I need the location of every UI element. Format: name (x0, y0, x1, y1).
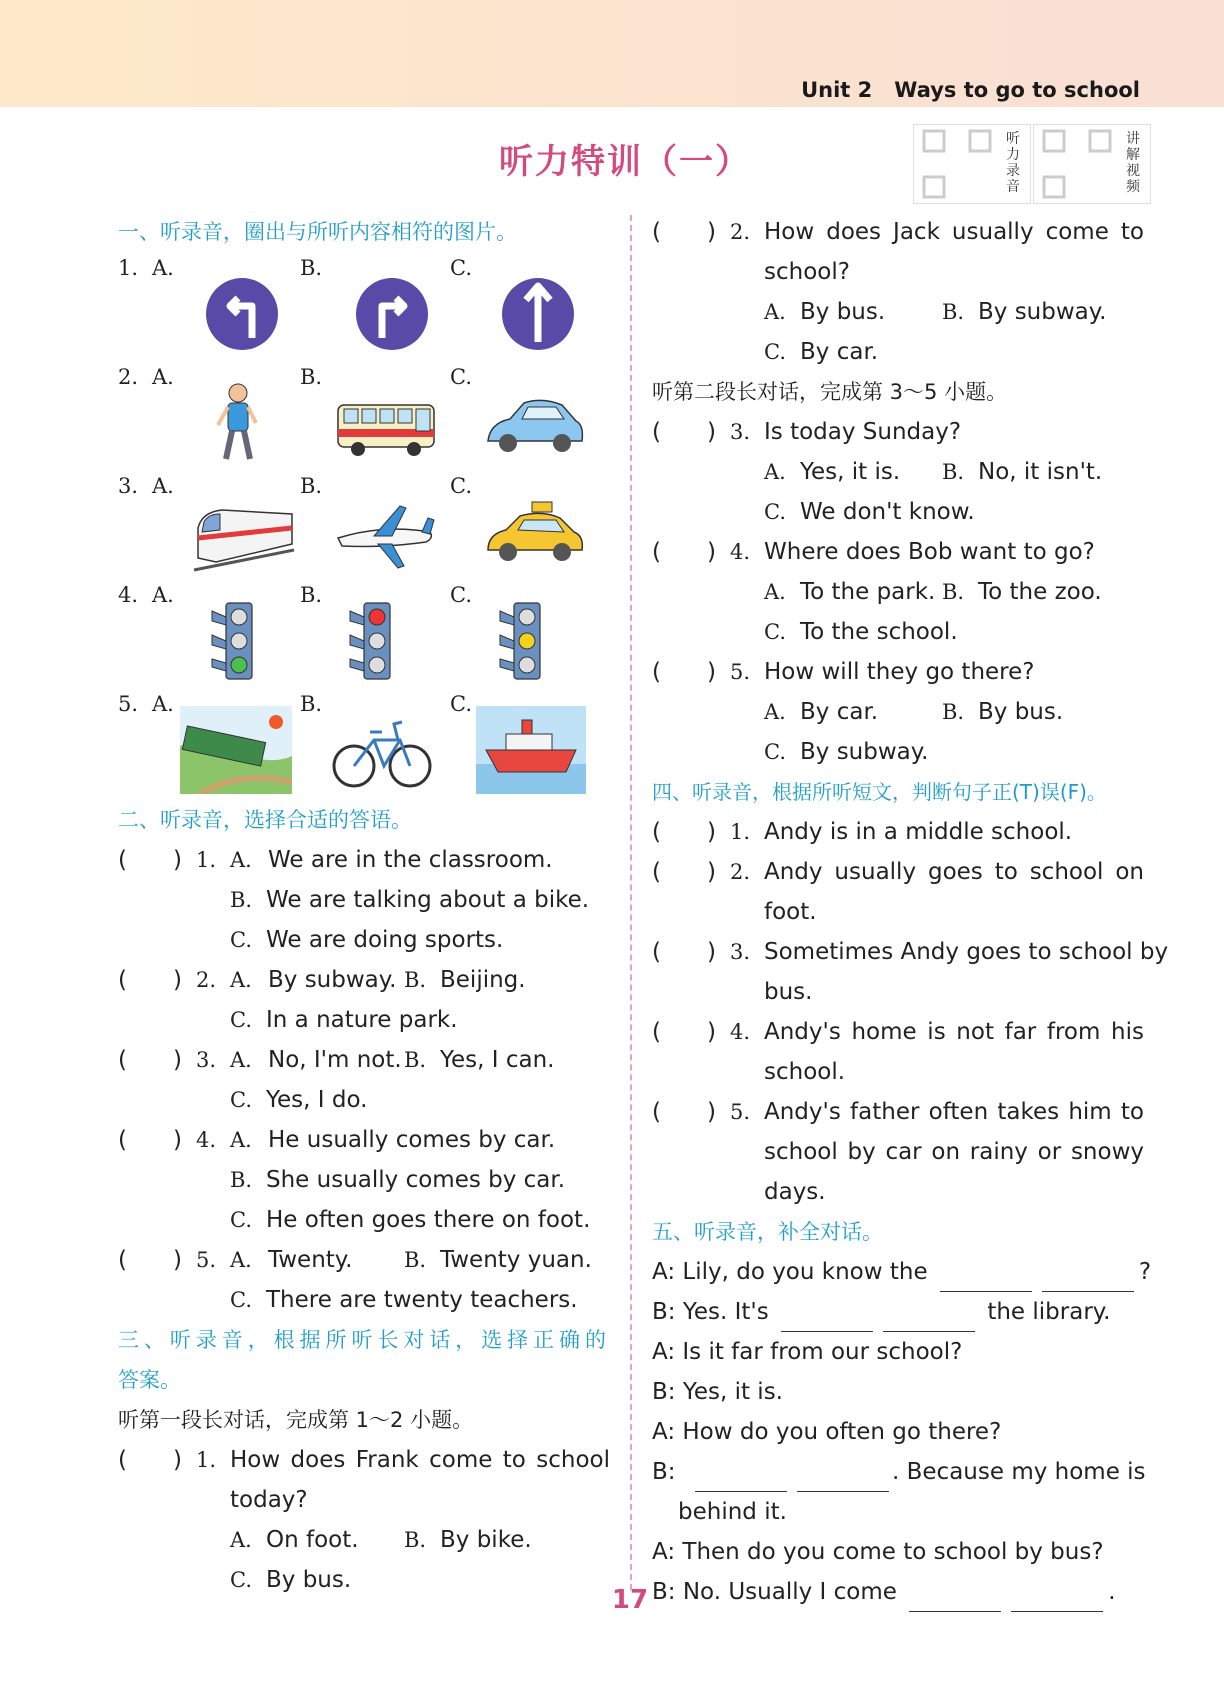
fill-blank[interactable] (883, 1305, 975, 1332)
question-number: 4. (730, 540, 751, 564)
s2-q4-line-a (118, 1120, 608, 1160)
question-number: 3. (196, 1048, 217, 1072)
go-straight-sign-icon[interactable] (502, 270, 606, 358)
left-column (118, 212, 608, 1600)
row-number: 2. (118, 365, 139, 389)
fill-blank[interactable] (781, 1305, 873, 1332)
section-5-heading: 五、听录音，补全对话。 (652, 1220, 883, 1244)
s3-q3-line-ab (652, 452, 1142, 492)
option-a-text: To the park. (800, 579, 936, 605)
page-title: 听力特训（一） (499, 142, 751, 182)
row-number: 5. (118, 692, 139, 716)
option-c-label: C. (230, 1568, 252, 1592)
walking-man-icon[interactable] (206, 379, 310, 467)
option-a-text: He usually comes by car. (268, 1127, 556, 1153)
s3-q2-line-1 (652, 212, 1142, 252)
answer-paren[interactable]: ( ) (652, 1019, 716, 1045)
option-b-text: By bus. (978, 699, 1064, 725)
question-number: 3. (730, 420, 751, 444)
option-c-label: C. (230, 1208, 252, 1232)
answer-paren[interactable]: ( ) (118, 1127, 182, 1153)
row-number: 4. (118, 583, 139, 607)
dialogue-text-end: . (1108, 1579, 1116, 1605)
s3-q5-line-ab (652, 692, 1142, 732)
option-c-label: C. (764, 740, 786, 764)
s4-q5-line-1 (652, 1092, 1142, 1132)
dialogue-line-6 (652, 1452, 1146, 1492)
turn-left-sign-icon[interactable] (206, 270, 310, 358)
car-icon[interactable] (482, 379, 586, 467)
picture-row-1 (118, 252, 608, 361)
s2-q3-line-ab (118, 1040, 608, 1080)
answer-paren[interactable]: ( ) (652, 819, 716, 845)
fill-blank[interactable] (1042, 1265, 1134, 1292)
statement-text: Andy's home is not far from his (764, 1019, 1144, 1045)
section-3-intro-2: 听第二段长对话，完成第 3～5 小题。 (652, 380, 1008, 404)
s4-q4-line-2 (652, 1052, 1142, 1092)
option-a-label: A. (152, 365, 174, 389)
option-a-label: A. (152, 474, 174, 498)
question-text: Where does Bob want to go? (764, 539, 1095, 565)
option-a-text: By bus. (800, 299, 886, 325)
answer-paren[interactable]: ( ) (652, 219, 716, 245)
option-b-text: To the zoo. (978, 579, 1102, 605)
option-c-label: C. (230, 1088, 252, 1112)
option-c-text: By subway. (800, 739, 929, 765)
option-b-label: B. (942, 580, 965, 604)
dialogue-text-end: ? (1138, 1259, 1152, 1285)
option-c-label: C. (230, 1008, 252, 1032)
option-b-label: B. (942, 460, 965, 484)
s2-q1-line-a (118, 840, 608, 880)
question-number: 5. (730, 1100, 751, 1124)
answer-paren[interactable]: ( ) (118, 1247, 182, 1273)
ship-icon[interactable] (476, 706, 586, 794)
s2-q3-line-c (118, 1080, 608, 1120)
question-number: 1. (196, 848, 217, 872)
option-c-label: C. (764, 500, 786, 524)
fill-blank[interactable] (940, 1265, 1032, 1292)
option-a-label: A. (764, 300, 786, 324)
dialogue-text-end: . Because my home is (892, 1459, 1146, 1485)
bicycle-icon[interactable] (330, 706, 434, 794)
question-text: How does Jack usually come to (764, 219, 1144, 245)
option-b-label: B. (404, 1248, 427, 1272)
option-b-text: By subway. (978, 299, 1107, 325)
unit-header (801, 78, 1140, 102)
question-text-cont: school? (764, 259, 850, 285)
dialogue-text: A: Lily, do you know the (652, 1259, 928, 1285)
s2-q5-line-c (118, 1280, 608, 1320)
answer-paren[interactable]: ( ) (652, 939, 716, 965)
section-3-heading-cont: 答案。 (118, 1368, 181, 1392)
option-c-text: We are doing sports. (266, 927, 504, 953)
statement-text: Andy is in a middle school. (764, 819, 1073, 845)
s4-q1-line-1 (652, 812, 1142, 852)
statement-text-cont: days. (764, 1179, 826, 1205)
statement-text: Andy's father often takes him to (764, 1099, 1144, 1125)
row-number: 1. (118, 256, 139, 280)
option-b-text: Twenty yuan. (440, 1247, 592, 1273)
section-2-heading: 二、听录音，选择合适的答语。 (118, 808, 412, 832)
s2-q5-line-ab (118, 1240, 608, 1280)
qr-code-video[interactable] (1033, 124, 1151, 204)
question-number: 1. (196, 1448, 217, 1472)
option-c-label: C. (764, 620, 786, 644)
option-b-text: No, it isn't. (978, 459, 1103, 485)
option-b-label: B. (300, 474, 323, 498)
option-b-text: We are talking about a bike. (266, 887, 590, 913)
option-c-text: To the school. (800, 619, 958, 645)
s2-q1-line-b (118, 880, 608, 920)
s4-q3-line-1 (652, 932, 1169, 972)
qr-label: 讲解视频 (1126, 131, 1140, 195)
option-c-text: There are twenty teachers. (266, 1287, 578, 1313)
answer-paren[interactable]: ( ) (118, 1047, 182, 1073)
option-a-label: A. (230, 1048, 252, 1072)
question-text-cont: today? (230, 1487, 308, 1513)
option-a-text: By car. (800, 699, 879, 725)
option-b-text: Yes, I can. (440, 1047, 555, 1073)
train-icon[interactable] (192, 488, 296, 576)
option-b-label: B. (300, 365, 323, 389)
s2-q1-line-c (118, 920, 608, 960)
dialogue-line-6-cont (652, 1492, 1142, 1532)
s3-q1-line-ab (118, 1520, 608, 1560)
option-a-text: We are in the classroom. (268, 847, 553, 873)
question-number: 4. (196, 1128, 217, 1152)
option-a-label: A. (764, 580, 786, 604)
s3-q4-line-ab (652, 572, 1142, 612)
option-b-label: B. (404, 968, 427, 992)
s4-q2-line-1 (652, 852, 1142, 892)
s2-q4-line-b (118, 1160, 608, 1200)
fill-blank[interactable] (695, 1465, 787, 1492)
answer-paren[interactable]: ( ) (652, 859, 716, 885)
answer-paren[interactable]: ( ) (118, 1447, 182, 1473)
column-divider (630, 215, 632, 1590)
unit-title: Ways to go to school (894, 78, 1140, 102)
answer-paren[interactable]: ( ) (652, 1099, 716, 1125)
option-c-text: Yes, I do. (266, 1087, 368, 1113)
question-text: How does Frank come to school (230, 1447, 610, 1473)
picture-row-2 (118, 361, 608, 470)
option-c-label: C. (450, 365, 472, 389)
option-a-label: A. (152, 692, 174, 716)
statement-text-cont: bus. (764, 979, 813, 1005)
option-a-text: By subway. (268, 967, 397, 993)
option-a-text: On foot. (266, 1527, 359, 1553)
turn-right-sign-icon[interactable] (356, 270, 460, 358)
option-b-label: B. (404, 1048, 427, 1072)
statement-text-cont: school. (764, 1059, 846, 1085)
option-a-label: A. (764, 460, 786, 484)
statement-text: Sometimes Andy goes to school by (764, 939, 1169, 965)
dialogue-text: B: Yes. It's (652, 1299, 769, 1325)
s3-q4-line-1 (652, 532, 1142, 572)
option-b-label: B. (404, 1528, 427, 1552)
airplane-icon[interactable] (334, 488, 438, 576)
option-c-label: C. (764, 340, 786, 364)
question-number: 5. (730, 660, 751, 684)
s4-q5-line-2 (652, 1132, 1142, 1172)
section-4-heading: 四、听录音，根据所听短文，判断句子正(T)误(F)。 (652, 780, 1107, 804)
s4-q5-line-3 (652, 1172, 1142, 1212)
option-c-label: C. (450, 583, 472, 607)
dialogue-line-4: B: Yes, it is. (652, 1379, 783, 1405)
statement-text-cont: foot. (764, 899, 817, 925)
s3-q2-line-c (652, 332, 1142, 372)
answer-paren[interactable]: ( ) (118, 967, 182, 993)
right-column (652, 212, 1169, 1612)
option-c-label: C. (230, 928, 252, 952)
option-a-label: A. (230, 1128, 252, 1152)
traffic-light-green-icon[interactable] (206, 597, 310, 685)
option-b-text: Beijing. (440, 967, 526, 993)
statement-text-cont: school by car on rainy or snowy (764, 1139, 1144, 1165)
s4-q3-line-2 (652, 972, 1142, 1012)
section-3-intro-1: 听第一段长对话，完成第 1～2 小题。 (118, 1408, 474, 1432)
question-number: 2. (730, 220, 751, 244)
option-a-label: A. (152, 256, 174, 280)
statement-text: Andy usually goes to school on (764, 859, 1144, 885)
qr-code-audio[interactable] (913, 124, 1031, 204)
option-c-text: By bus. (266, 1567, 352, 1593)
option-b-label: B. (230, 888, 253, 912)
option-c-label: C. (450, 692, 472, 716)
answer-paren[interactable]: ( ) (652, 659, 716, 685)
section-1-heading: 一、听录音，圈出与所听内容相符的图片。 (118, 220, 517, 244)
option-c-label: C. (230, 1288, 252, 1312)
picture-row-4 (118, 579, 608, 688)
option-b-label: B. (300, 256, 323, 280)
unit-number: Unit 2 (801, 78, 873, 102)
option-b-label: B. (942, 700, 965, 724)
qr-icon (922, 129, 992, 199)
row-number: 3. (118, 474, 139, 498)
option-a-text: Yes, it is. (800, 459, 901, 485)
option-b-label: B. (300, 583, 323, 607)
section-3-heading: 三、听录音，根据所听长对话，选择正确的 (118, 1328, 608, 1352)
option-a-text: Twenty. (268, 1247, 353, 1273)
s3-q2-line-2 (652, 252, 1142, 292)
question-number: 3. (730, 940, 751, 964)
dialogue-text-cont: behind it. (678, 1499, 787, 1525)
question-text: Is today Sunday? (764, 419, 962, 445)
dialogue-line-3: A: Is it far from our school? (652, 1339, 963, 1365)
taxi-icon[interactable] (482, 488, 586, 576)
dialogue-line-2 (652, 1292, 1142, 1332)
option-b-label: B. (300, 692, 323, 716)
qr-icon (1042, 129, 1112, 199)
s3-q3-line-c (652, 492, 1142, 532)
question-number: 2. (196, 968, 217, 992)
option-b-text: By bike. (440, 1527, 532, 1553)
question-text: How will they go there? (764, 659, 1035, 685)
s3-q5-line-c (652, 732, 1142, 772)
s3-q3-line-1 (652, 412, 1142, 452)
option-a-label: A. (230, 1248, 252, 1272)
dialogue-text: B: (652, 1459, 676, 1485)
s4-q4-line-1 (652, 1012, 1142, 1052)
dialogue-line-1 (652, 1252, 1152, 1292)
s4-q2-line-2 (652, 892, 1142, 932)
bus-icon[interactable] (334, 379, 438, 467)
traffic-light-red-icon[interactable] (344, 597, 448, 685)
page-number: 17 (611, 1585, 649, 1615)
option-a-label: A. (230, 968, 252, 992)
option-a-label: A. (230, 1528, 252, 1552)
dialogue-text: B: No. Usually I come (652, 1579, 897, 1605)
s3-q1-line-1 (118, 1440, 608, 1480)
question-number: 5. (196, 1248, 217, 1272)
answer-paren[interactable]: ( ) (652, 419, 716, 445)
option-b-text: She usually comes by car. (266, 1167, 566, 1193)
question-number: 1. (730, 820, 751, 844)
s2-q4-line-c (118, 1200, 608, 1240)
option-c-text: We don't know. (800, 499, 975, 525)
question-number: 4. (730, 1020, 751, 1044)
qr-label: 听力录音 (1006, 131, 1020, 195)
s3-q5-line-1 (652, 652, 1142, 692)
option-c-text: In a nature park. (266, 1007, 458, 1033)
fill-blank[interactable] (797, 1465, 889, 1492)
picture-row-3 (118, 470, 608, 579)
option-c-label: C. (450, 474, 472, 498)
s2-q2-line-ab (118, 960, 608, 1000)
train-landscape-icon[interactable] (180, 706, 292, 794)
option-b-label: B. (230, 1168, 253, 1192)
option-a-label: A. (152, 583, 174, 607)
picture-row-5 (118, 688, 608, 797)
dialogue-line-5: A: How do you often go there? (652, 1419, 1002, 1445)
option-c-text: He often goes there on foot. (266, 1207, 591, 1233)
question-number: 2. (730, 860, 751, 884)
traffic-light-yellow-icon[interactable] (494, 597, 598, 685)
option-a-text: No, I'm not. (268, 1047, 402, 1073)
dialogue-text-end: the library. (987, 1299, 1111, 1325)
option-a-label: A. (230, 848, 252, 872)
dialogue-line-7: A: Then do you come to school by bus? (652, 1539, 1104, 1565)
answer-paren[interactable]: ( ) (652, 539, 716, 565)
option-c-text: By car. (800, 339, 879, 365)
s3-q2-line-ab (652, 292, 1142, 332)
option-b-label: B. (942, 300, 965, 324)
option-c-label: C. (450, 256, 472, 280)
s2-q2-line-c (118, 1000, 608, 1040)
s3-q4-line-c (652, 612, 1142, 652)
option-a-label: A. (764, 700, 786, 724)
s3-q1-line-2 (118, 1480, 608, 1520)
answer-paren[interactable]: ( ) (118, 847, 182, 873)
